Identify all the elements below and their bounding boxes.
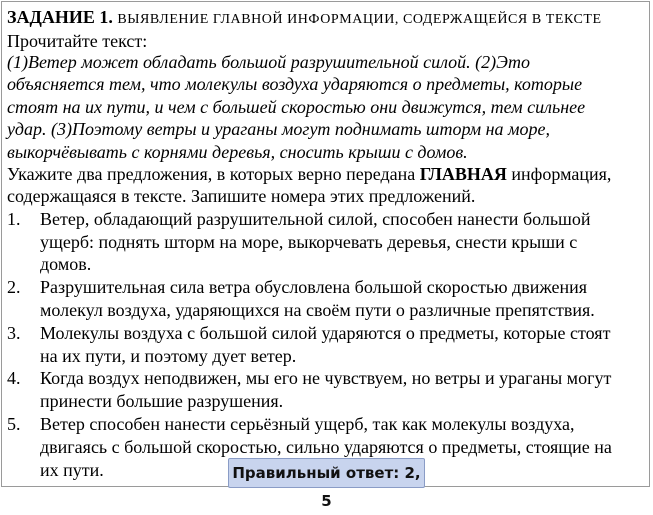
option-item xyxy=(7,367,647,413)
option-text: их пути. xyxy=(40,459,104,480)
option-number: 5. xyxy=(7,414,21,435)
option-number: 3. xyxy=(7,322,21,343)
option-text: молекул воздуха, ударяющихся на своём пути о различные препятствия. xyxy=(40,300,595,321)
instruction-text: информация, xyxy=(506,164,612,185)
option-number: 4. xyxy=(7,368,21,389)
option-text: Когда воздух неподвижен, мы его не чувствуем, но ветры и ураганы могут xyxy=(40,368,612,389)
option-text: на их пути, и поэтому дует ветер. xyxy=(40,345,297,366)
exercise-content xyxy=(7,6,647,481)
task-heading xyxy=(7,6,647,31)
task-number: ЗАДАНИЕ 1. xyxy=(7,7,113,27)
source-text xyxy=(7,51,647,163)
option-text: принести большие разрушения. xyxy=(40,391,284,412)
source-text-line: стоят на их пути, и чем с большей скоростью они движутся, тем сильнее xyxy=(7,96,586,117)
instruction-line xyxy=(7,163,647,185)
instruction-emphasis: ГЛАВНАЯ xyxy=(419,164,507,185)
option-text: Молекулы воздуха с большой силой ударяются о предметы, которые стоят xyxy=(40,322,611,343)
option-text: двигаясь с большой скоростью, сильно ударяются о предметы, стоящие на xyxy=(40,436,612,457)
source-text-line: (1)Ветер может обладать большой разрушительной силой. (2)Это xyxy=(7,52,530,72)
option-text: Разрушительная сила ветра обусловлена большой скоростью движения xyxy=(40,277,588,298)
option-number: 2. xyxy=(7,277,21,298)
option-text: ущерб: поднять шторм на море, выкорчевать деревья, снести крыши с xyxy=(40,231,578,252)
instruction xyxy=(7,163,647,208)
instruction-line: содержащаяся в тексте. Запишите номера этих предложений. xyxy=(7,186,476,207)
option-text: домов. xyxy=(40,254,92,275)
option-item xyxy=(7,322,647,368)
option-item xyxy=(7,276,647,322)
option-item xyxy=(7,208,647,276)
instruction-text: Укажите два предложения, в которых верно передана xyxy=(7,164,420,185)
option-text: Ветер, обладающий разрушительной силой, способен нанести большой xyxy=(40,208,591,229)
option-number: 1. xyxy=(7,208,21,229)
source-text-line: удар. (3)Поэтому ветры и ураганы могут поднимать шторм на море, xyxy=(7,119,550,140)
source-text-line: объясняется тем, что молекулы воздуха ударяются о предметы, которые xyxy=(7,74,583,95)
option-text: Ветер способен нанести серьёзный ущерб, так как молекулы воздуха, xyxy=(40,414,575,435)
source-text-line: выкорчёвывать с корнями деревья, сносить крыши с домов. xyxy=(7,141,468,162)
task-title: ВЫЯВЛЕНИЕ ГЛАВНОЙ ИНФОРМАЦИИ, СОДЕРЖАЩЕЙСЯ В ТЕКСТЕ xyxy=(117,12,602,27)
answer-options xyxy=(7,208,647,482)
intro-text: Прочитайте текст: xyxy=(7,31,148,51)
correct-answer-box: Правильный ответ: 2, 5 xyxy=(228,458,425,488)
